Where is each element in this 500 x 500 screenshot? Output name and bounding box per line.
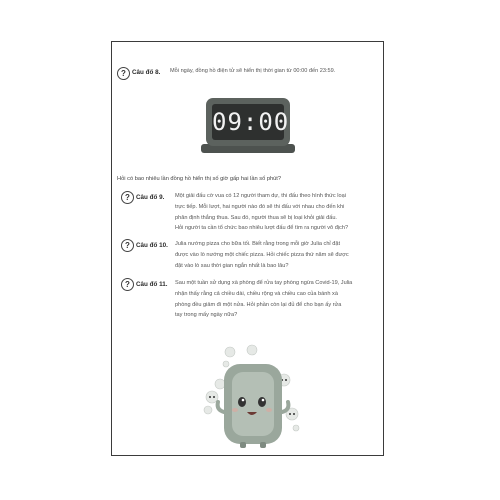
question-11-label: Câu đố 11. <box>136 281 168 288</box>
question-mark-icon: ? <box>121 191 134 204</box>
question-8-text: Mỗi ngày, đồng hồ điện tử sẽ hiển thị thời gian từ 00:00 đến 23:59. <box>170 68 336 74</box>
question-11-text: Sau một tuần sử dụng xà phòng để rửa tay phòng ngừa Covid-19, Julia nhận thấy rằng cả chiều dài, chiều rộng và chiều cao của bánh xà phòng đều giảm đi một nửa. Hỏi phần còn lại đủ để cho bạn ấy rửa tay trong mấy ngày nữa? <box>175 280 353 319</box>
question-mark-icon: ? <box>121 278 134 291</box>
book-page <box>111 41 384 456</box>
question-9-label: Câu đố 9. <box>136 194 165 201</box>
question-9-text: Một giải đấu cờ vua có 12 người tham dự, thi đấu theo hình thức loại trực tiếp. Mỗi lượt, hai người nào đó sẽ thi đấu với nhau cho đến khi phân định thắng thua. Sau đó, người thua sẽ bị loại khỏi giải đấu. Hỏi người ta cần tổ chức bao nhiêu lượt đấu để tìm ra người vô địch? <box>175 193 349 232</box>
question-10-text: Julia nướng pizza cho bữa tối. Biết rằng trong mỗi giờ Julia chỉ đặt được vào lò nướng một chiếc pizza. Hỏi chiếc pizza thứ năm sẽ được đặt vào lò sau thời gian ngắn nhất là bao lâu? <box>175 241 349 269</box>
question-8-followup: Hỏi có bao nhiêu lần đồng hồ hiển thị số giờ gấp hai lần số phút? <box>117 176 282 182</box>
clock-body <box>206 98 290 146</box>
question-mark-icon: ? <box>121 239 134 252</box>
soap-bar-mascot-image <box>202 342 302 452</box>
soap-bar <box>218 364 289 448</box>
clock-display: 09:00 <box>212 104 284 140</box>
question-mark-icon: ? <box>117 67 130 80</box>
digital-clock-image <box>201 98 295 153</box>
question-8-label: Câu đố 8. <box>132 69 161 76</box>
question-10-label: Câu đố 10. <box>136 242 168 249</box>
